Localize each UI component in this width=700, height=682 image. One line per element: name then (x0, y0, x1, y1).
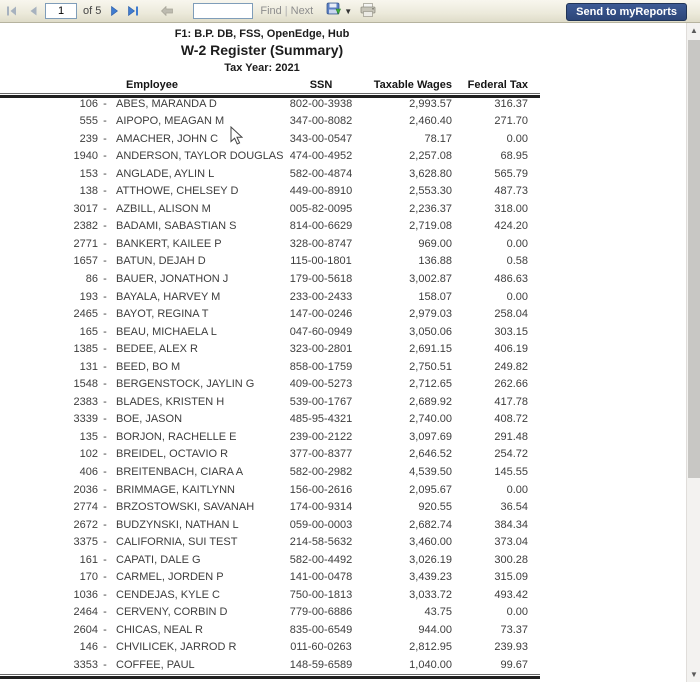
table-row (0, 148, 540, 166)
taxable-wages-cell: 3,460.00 (409, 536, 452, 549)
employee-id-cell: 102 (79, 448, 98, 461)
taxable-wages-cell: 3,026.19 (409, 553, 452, 566)
taxable-wages-cell: 3,097.69 (409, 430, 452, 443)
ssn-cell: 347-00-8082 (289, 115, 353, 128)
federal-tax-cell: 68.95 (500, 150, 528, 163)
ssn-cell: 059-00-0003 (289, 518, 353, 531)
federal-tax-cell: 565.79 (494, 167, 528, 180)
federal-tax-cell: 73.37 (500, 623, 528, 636)
employee-id-cell: 2383 (73, 395, 98, 408)
employee-id-cell: 3017 (73, 202, 98, 215)
employee-id-cell: 146 (79, 641, 98, 654)
table-row (0, 464, 540, 482)
table-row (0, 534, 540, 552)
dash-separator: - (103, 132, 107, 145)
federal-tax-cell: 99.67 (500, 659, 528, 671)
table-row (0, 411, 540, 429)
employee-id-cell: 1385 (73, 343, 98, 356)
federal-tax-cell: 0.00 (506, 290, 528, 303)
ssn-cell: 539-00-1767 (289, 395, 353, 408)
dash-separator: - (103, 237, 107, 250)
print-icon (360, 3, 376, 20)
ssn-cell: 141-00-0478 (289, 571, 353, 584)
employee-id-cell: 2036 (73, 483, 98, 496)
dash-separator: - (103, 641, 107, 654)
scroll-down-button[interactable] (687, 667, 700, 682)
first-page-button[interactable] (6, 2, 17, 20)
employee-id-cell: 1548 (73, 378, 98, 391)
ssn-cell: 328-00-8747 (289, 237, 353, 250)
dash-separator: - (103, 413, 107, 426)
employee-name-cell: BREITENBACH, CIARA A (116, 465, 244, 478)
employee-id-cell: 1940 (73, 150, 98, 163)
employee-id-cell: 170 (79, 571, 98, 584)
table-row (0, 482, 540, 500)
table-row (0, 324, 540, 342)
dash-separator: - (103, 220, 107, 233)
footer-divider-line (0, 674, 540, 679)
federal-tax-cell: 417.78 (494, 395, 528, 408)
employee-id-cell: 3339 (73, 413, 98, 426)
taxable-wages-cell: 2,553.30 (409, 185, 452, 198)
ssn-cell: 377-00-8377 (289, 448, 353, 461)
table-row (0, 376, 540, 394)
dash-separator: - (103, 501, 107, 514)
dropdown-caret-icon: ▼ (344, 6, 353, 16)
first-page-icon (6, 4, 17, 19)
employee-name-cell: BUDZYNSKI, NATHAN L (116, 518, 239, 531)
employee-name-cell: BOE, JASON (116, 413, 183, 426)
federal-tax-cell: 424.20 (494, 220, 528, 233)
employee-name-cell: CERVENY, CORBIN D (116, 606, 228, 619)
ssn-cell: 239-00-2122 (289, 430, 353, 443)
table-row (0, 131, 540, 149)
federal-tax-cell: 258.04 (494, 308, 528, 321)
ssn-cell: 779-00-6886 (289, 606, 353, 619)
ssn-cell: 582-00-4874 (289, 167, 353, 180)
employee-id-cell: 2771 (73, 237, 98, 250)
employee-name-cell: BAYOT, REGINA T (116, 308, 209, 321)
dash-separator: - (103, 588, 107, 601)
federal-tax-cell: 262.66 (494, 378, 528, 391)
employee-name-cell: CAPATI, DALE G (116, 553, 201, 566)
dash-separator: - (103, 343, 107, 356)
taxable-wages-cell: 920.55 (418, 501, 452, 514)
table-row (0, 569, 540, 587)
employee-id-cell: 2604 (73, 623, 98, 636)
taxable-wages-cell: 78.17 (424, 132, 452, 145)
employee-name-cell: BAYALA, HARVEY M (116, 290, 221, 303)
report-page (0, 23, 686, 682)
mouse-cursor (230, 126, 243, 150)
table-row (0, 341, 540, 359)
dash-separator: - (103, 202, 107, 215)
table-row (0, 253, 540, 271)
employee-name-cell: ANGLADE, AYLIN L (116, 167, 215, 180)
taxable-wages-cell: 3,002.87 (409, 272, 452, 285)
federal-tax-cell: 300.28 (494, 553, 528, 566)
ssn-cell: 474-00-4952 (289, 150, 353, 163)
employee-name-cell: BEED, BO M (116, 360, 181, 373)
table-row (0, 289, 540, 307)
ssn-cell: 147-00-0246 (289, 308, 353, 321)
employee-id-cell: 106 (79, 97, 98, 110)
federal-tax-cell: 0.58 (506, 255, 528, 268)
send-to-myreports-button[interactable]: Send to myReports (566, 3, 687, 21)
taxable-wages-cell: 158.07 (418, 290, 452, 303)
export-button[interactable] (326, 2, 352, 20)
dash-separator: - (103, 536, 107, 549)
find-next-separator: | (284, 5, 288, 17)
column-header-taxable-wages: Taxable Wages (373, 79, 452, 91)
page-count-label: of 5 (83, 5, 102, 17)
table-row (0, 552, 540, 570)
federal-tax-cell: 271.70 (494, 115, 528, 128)
last-page-button[interactable] (128, 2, 139, 20)
employee-id-cell: 2464 (73, 606, 98, 619)
table-row (0, 429, 540, 447)
find-next-link[interactable]: Next (290, 5, 314, 17)
next-page-icon (111, 4, 119, 19)
table-row (0, 218, 540, 236)
taxable-wages-cell: 2,095.67 (409, 483, 452, 496)
employee-id-cell: 1657 (73, 255, 98, 268)
dash-separator: - (103, 255, 107, 268)
employee-name-cell: BATUN, DEJAH D (116, 255, 206, 268)
taxable-wages-cell: 2,812.95 (409, 641, 452, 654)
employee-name-cell: AZBILL, ALISON M (116, 202, 211, 215)
dash-separator: - (103, 185, 107, 198)
table-row (0, 113, 540, 131)
employee-id-cell: 2465 (73, 308, 98, 321)
dash-separator: - (103, 115, 107, 128)
table-row (0, 96, 540, 114)
table-row (0, 201, 540, 219)
federal-tax-cell: 486.63 (494, 272, 528, 285)
employee-name-cell: BLADES, KRISTEN H (116, 395, 225, 408)
federal-tax-cell: 303.15 (494, 325, 528, 338)
employee-name-cell: CENDEJAS, KYLE C (116, 588, 220, 601)
employee-name-cell: BADAMI, SABASTIAN S (116, 220, 237, 233)
federal-tax-cell: 316.37 (494, 97, 528, 110)
federal-tax-cell: 249.82 (494, 360, 528, 373)
ssn-cell: 409-00-5273 (289, 378, 353, 391)
ssn-cell: 750-00-1813 (289, 588, 353, 601)
taxable-wages-cell: 2,236.37 (409, 202, 452, 215)
taxable-wages-cell: 3,628.80 (409, 167, 452, 180)
table-row (0, 622, 540, 640)
federal-tax-cell: 493.42 (494, 588, 528, 601)
print-button[interactable] (360, 2, 376, 20)
dash-separator: - (103, 571, 107, 584)
find-text-input[interactable] (193, 3, 253, 19)
scroll-up-icon: ▲ (690, 26, 698, 35)
taxable-wages-cell: 969.00 (418, 237, 452, 250)
table-row (0, 517, 540, 535)
employee-id-cell: 406 (79, 465, 98, 478)
table-row (0, 639, 540, 657)
table-header-row (0, 79, 540, 93)
report-toolbar (0, 0, 700, 23)
taxable-wages-cell: 2,689.92 (409, 395, 452, 408)
employee-name-cell: BRIMMAGE, KAITLYNN (116, 483, 235, 496)
dash-separator: - (103, 606, 107, 619)
dash-separator: - (103, 659, 107, 671)
employee-id-cell: 1036 (73, 588, 98, 601)
table-row (0, 394, 540, 412)
employee-name-cell: BRZOSTOWSKI, SAVANAH (116, 501, 255, 514)
employee-name-cell: AMACHER, JOHN C (116, 132, 219, 145)
ssn-cell: 011-60-0263 (290, 641, 352, 654)
previous-page-button[interactable] (29, 2, 37, 20)
table-row (0, 499, 540, 517)
employee-name-cell: BANKERT, KAILEE P (116, 237, 222, 250)
ssn-cell: 835-00-6549 (289, 623, 353, 636)
dash-separator: - (103, 395, 107, 408)
employee-name-cell: ATTHOWE, CHELSEY D (116, 185, 239, 198)
federal-tax-cell: 315.09 (494, 571, 528, 584)
table-row (0, 166, 540, 184)
ssn-cell: 582-00-2982 (289, 465, 353, 478)
taxable-wages-cell: 2,257.08 (409, 150, 452, 163)
employee-name-cell: BEDEE, ALEX R (116, 343, 198, 356)
table-row (0, 587, 540, 605)
taxable-wages-cell: 2,712.65 (409, 378, 452, 391)
employee-id-cell: 2672 (73, 518, 98, 531)
dash-separator: - (103, 448, 107, 461)
vertical-scrollbar[interactable] (686, 23, 700, 682)
employee-name-cell: CALIFORNIA, SUI TEST (116, 536, 238, 549)
employee-id-cell: 86 (85, 272, 98, 285)
employee-id-cell: 239 (79, 132, 98, 145)
taxable-wages-cell: 3,050.06 (409, 325, 452, 338)
federal-tax-cell: 408.72 (494, 413, 528, 426)
dash-separator: - (103, 623, 107, 636)
taxable-wages-cell: 944.00 (418, 623, 452, 636)
taxable-wages-cell: 2,740.00 (409, 413, 452, 426)
taxable-wages-cell: 2,750.51 (409, 360, 452, 373)
report-title: W-2 Register (Summary) (180, 42, 344, 58)
ssn-cell: 214-58-5632 (289, 536, 353, 549)
employee-name-cell: ABES, MARANDA D (116, 97, 217, 110)
ssn-cell: 047-60-0949 (289, 325, 353, 338)
ssn-cell: 343-00-0547 (289, 132, 353, 145)
federal-tax-cell: 254.72 (494, 448, 528, 461)
federal-tax-cell: 0.00 (506, 483, 528, 496)
employee-id-cell: 135 (79, 430, 98, 443)
scroll-down-icon: ▼ (690, 670, 698, 679)
dash-separator: - (103, 272, 107, 285)
taxable-wages-cell: 43.75 (424, 606, 452, 619)
federal-tax-cell: 384.34 (494, 518, 528, 531)
taxable-wages-cell: 3,033.72 (409, 588, 452, 601)
employee-id-cell: 193 (79, 290, 98, 303)
employee-name-cell: CHVILICEK, JARROD R (116, 641, 237, 654)
dash-separator: - (103, 465, 107, 478)
dash-separator: - (103, 430, 107, 443)
taxable-wages-cell: 2,682.74 (409, 518, 452, 531)
page-number-input[interactable] (45, 3, 77, 19)
dash-separator: - (103, 325, 107, 338)
employee-id-cell: 2382 (73, 220, 98, 233)
taxable-wages-cell: 3,439.23 (409, 571, 452, 584)
federal-tax-cell: 318.00 (494, 202, 528, 215)
federal-tax-cell: 145.55 (494, 465, 528, 478)
employee-name-cell: ANDERSON, TAYLOR DOUGLAS (116, 150, 284, 163)
federal-tax-cell: 373.04 (494, 536, 528, 549)
employee-id-cell: 3353 (73, 659, 98, 671)
ssn-cell: 449-00-8910 (289, 185, 353, 198)
ssn-cell: 005-82-0095 (289, 202, 353, 215)
dash-separator: - (103, 290, 107, 303)
ssn-cell: 115-00-1801 (290, 255, 352, 268)
scrollbar-thumb[interactable] (688, 40, 700, 478)
federal-tax-cell: 0.00 (506, 237, 528, 250)
federal-tax-cell: 487.73 (494, 185, 528, 198)
scroll-up-button[interactable] (687, 23, 700, 38)
employee-name-cell: COFFEE, PAUL (116, 659, 195, 671)
ssn-cell: 174-00-9314 (289, 501, 353, 514)
report-header-line: F1: B.P. DB, FSS, OpenEdge, Hub (174, 28, 350, 40)
export-save-icon (326, 2, 342, 20)
ssn-cell: 802-00-3938 (289, 97, 353, 110)
employee-name-cell: BAUER, JONATHON J (116, 272, 229, 285)
dash-separator: - (103, 553, 107, 566)
dash-separator: - (103, 167, 107, 180)
column-header-employee: Employee (126, 79, 178, 91)
employee-id-cell: 161 (79, 553, 98, 566)
ssn-cell: 858-00-1759 (289, 360, 353, 373)
ssn-cell: 148-59-6589 (289, 659, 353, 671)
federal-tax-cell: 0.00 (506, 606, 528, 619)
federal-tax-cell: 0.00 (506, 132, 528, 145)
previous-page-icon (29, 4, 37, 19)
taxable-wages-cell: 4,539.50 (409, 465, 452, 478)
taxable-wages-cell: 2,993.57 (409, 97, 452, 110)
report-subtitle: Tax Year: 2021 (224, 62, 300, 74)
ssn-cell: 582-00-4492 (289, 553, 353, 566)
employee-id-cell: 555 (79, 115, 98, 128)
dash-separator: - (103, 150, 107, 163)
back-to-parent-report-icon (161, 4, 173, 19)
federal-tax-cell: 291.48 (494, 430, 528, 443)
federal-tax-cell: 406.19 (494, 343, 528, 356)
federal-tax-cell: 36.54 (500, 501, 528, 514)
employee-id-cell: 3375 (73, 536, 98, 549)
taxable-wages-cell: 136.88 (418, 255, 452, 268)
table-row (0, 271, 540, 289)
dash-separator: - (103, 483, 107, 496)
dash-separator: - (103, 378, 107, 391)
table-row (0, 657, 540, 675)
find-link[interactable]: Find (260, 5, 282, 17)
taxable-wages-cell: 2,979.03 (409, 308, 452, 321)
federal-tax-cell: 239.93 (494, 641, 528, 654)
back-to-parent-report-button[interactable] (161, 2, 173, 20)
ssn-cell: 814-00-6629 (289, 220, 353, 233)
column-header-ssn: SSN (309, 79, 333, 91)
table-row (0, 306, 540, 324)
table-row (0, 604, 540, 622)
last-page-icon (128, 4, 139, 19)
taxable-wages-cell: 2,646.52 (409, 448, 452, 461)
employee-id-cell: 165 (79, 325, 98, 338)
table-row (0, 236, 540, 254)
taxable-wages-cell: 1,040.00 (409, 659, 452, 671)
ssn-cell: 233-00-2433 (289, 290, 353, 303)
employee-id-cell: 2774 (73, 501, 98, 514)
employee-name-cell: BREIDEL, OCTAVIO R (116, 448, 229, 461)
taxable-wages-cell: 2,691.15 (409, 343, 452, 356)
employee-name-cell: BORJON, RACHELLE E (116, 430, 237, 443)
employee-name-cell: CARMEL, JORDEN P (116, 571, 224, 584)
employee-id-cell: 138 (79, 185, 98, 198)
next-page-button[interactable] (111, 2, 119, 20)
employee-name-cell: BERGENSTOCK, JAYLIN G (116, 378, 255, 391)
ssn-cell: 323-00-2801 (289, 343, 353, 356)
dash-separator: - (103, 308, 107, 321)
employee-id-cell: 131 (79, 360, 98, 373)
employee-id-cell: 153 (79, 167, 98, 180)
dash-separator: - (103, 518, 107, 531)
column-header-federal-tax: Federal Tax (467, 79, 528, 91)
ssn-cell: 156-00-2616 (289, 483, 353, 496)
employee-name-cell: AIPOPO, MEAGAN M (116, 115, 225, 128)
employee-name-cell: BEAU, MICHAELA L (116, 325, 217, 338)
taxable-wages-cell: 2,460.40 (409, 115, 452, 128)
employee-name-cell: CHICAS, NEAL R (116, 623, 204, 636)
taxable-wages-cell: 2,719.08 (409, 220, 452, 233)
table-row (0, 359, 540, 377)
dash-separator: - (103, 360, 107, 373)
table-row (0, 446, 540, 464)
ssn-cell: 179-00-5618 (289, 272, 353, 285)
dash-separator: - (103, 97, 107, 110)
table-row (0, 183, 540, 201)
find-next-links (260, 5, 313, 17)
table-body (0, 96, 540, 675)
ssn-cell: 485-95-4321 (289, 413, 353, 426)
